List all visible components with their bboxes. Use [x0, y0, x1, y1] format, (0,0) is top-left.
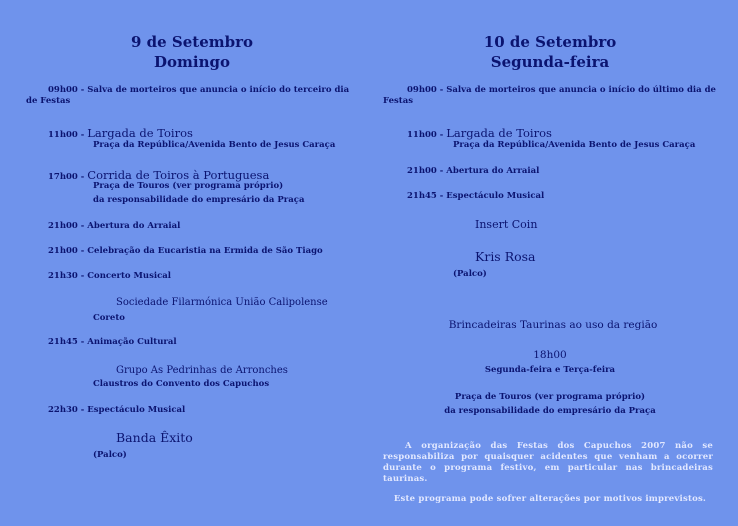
left-corrida-resp: da responsabilidade do empresário da Praça	[93, 195, 305, 205]
left-grupo: Grupo As Pedrinhas de Arronches	[116, 365, 288, 376]
right-change-notice: Este programa pode sofrer alterações por motivos imprevistos.	[393, 494, 707, 504]
left-corrida-place: Praça de Touros (ver programa próprio)	[93, 181, 284, 191]
right-b-resp: da responsabilidade do empresário da Praça	[444, 406, 656, 416]
right-brincadeiras: Brincadeiras Taurinas ao uso da região	[448, 319, 658, 331]
left-corrida-line	[48, 166, 269, 182]
right-kris-rosa: Kris Rosa	[475, 249, 536, 264]
right-espectaculo: 21h45 - Espectáculo Musical	[407, 191, 545, 201]
left-banda: Banda Êxito	[116, 430, 193, 445]
right-date: 10 de Setembro	[483, 33, 617, 51]
left-largada-name: Largada de Toiros	[87, 126, 193, 140]
left-coreto: Coreto	[93, 313, 125, 323]
left-concerto: 21h30 - Concerto Musical	[48, 271, 172, 281]
right-disclaimer: A organização das Festas dos Capuchos 2007 não se responsabiliza por quaisquer acidentes que venham a ocorrer durante o programa festivo, em particular nas brincadeiras taurinas.	[383, 441, 713, 484]
left-largada-line	[48, 124, 193, 140]
left-salva: 09h00 - Salva de morteiros que anuncia o início do terceiro dia de Festas	[26, 85, 350, 106]
right-largada-line	[407, 124, 552, 140]
left-corrida-name: Corrida de Toiros à Portuguesa	[87, 168, 270, 182]
right-insert-coin: Insert Coin	[475, 218, 538, 231]
right-largada-place: Praça da República/Avenida Bento de Jesus Caraça	[453, 140, 696, 150]
right-b-time: 18h00	[533, 349, 567, 361]
left-animacao: 21h45 - Animação Cultural	[48, 337, 177, 347]
left-largada-time: 11h00 -	[48, 130, 88, 140]
right-largada-name: Largada de Toiros	[446, 126, 552, 140]
right-b-place: Praça de Touros (ver programa próprio)	[454, 392, 646, 402]
left-palco: (Palco)	[93, 450, 127, 460]
right-weekday: Segunda-feira	[490, 53, 610, 71]
left-weekday: Domingo	[154, 53, 230, 71]
left-eucaristia: 21h00 - Celebração da Eucaristia na Ermida de São Tiago	[48, 246, 323, 256]
left-date: 9 de Setembro	[130, 33, 254, 51]
left-espectaculo: 22h30 - Espectáculo Musical	[48, 405, 186, 415]
right-largada-time: 11h00 -	[407, 130, 447, 140]
right-arraial: 21h00 - Abertura do Arraial	[407, 166, 540, 176]
left-largada-place: Praça da República/Avenida Bento de Jesus Caraça	[93, 140, 336, 150]
right-salva: 09h00 - Salva de morteiros que anuncia o início do último dia de Festas	[383, 85, 716, 106]
left-corrida-time: 17h00 -	[48, 172, 88, 182]
left-arraial: 21h00 - Abertura do Arraial	[48, 221, 181, 231]
left-claustros: Claustros do Convento dos Capuchos	[93, 379, 270, 389]
left-sociedade: Sociedade Filarmónica União Calipolense	[116, 297, 328, 308]
right-b-days: Segunda-feira e Terça-feira	[484, 365, 616, 375]
right-palco: (Palco)	[453, 269, 487, 279]
